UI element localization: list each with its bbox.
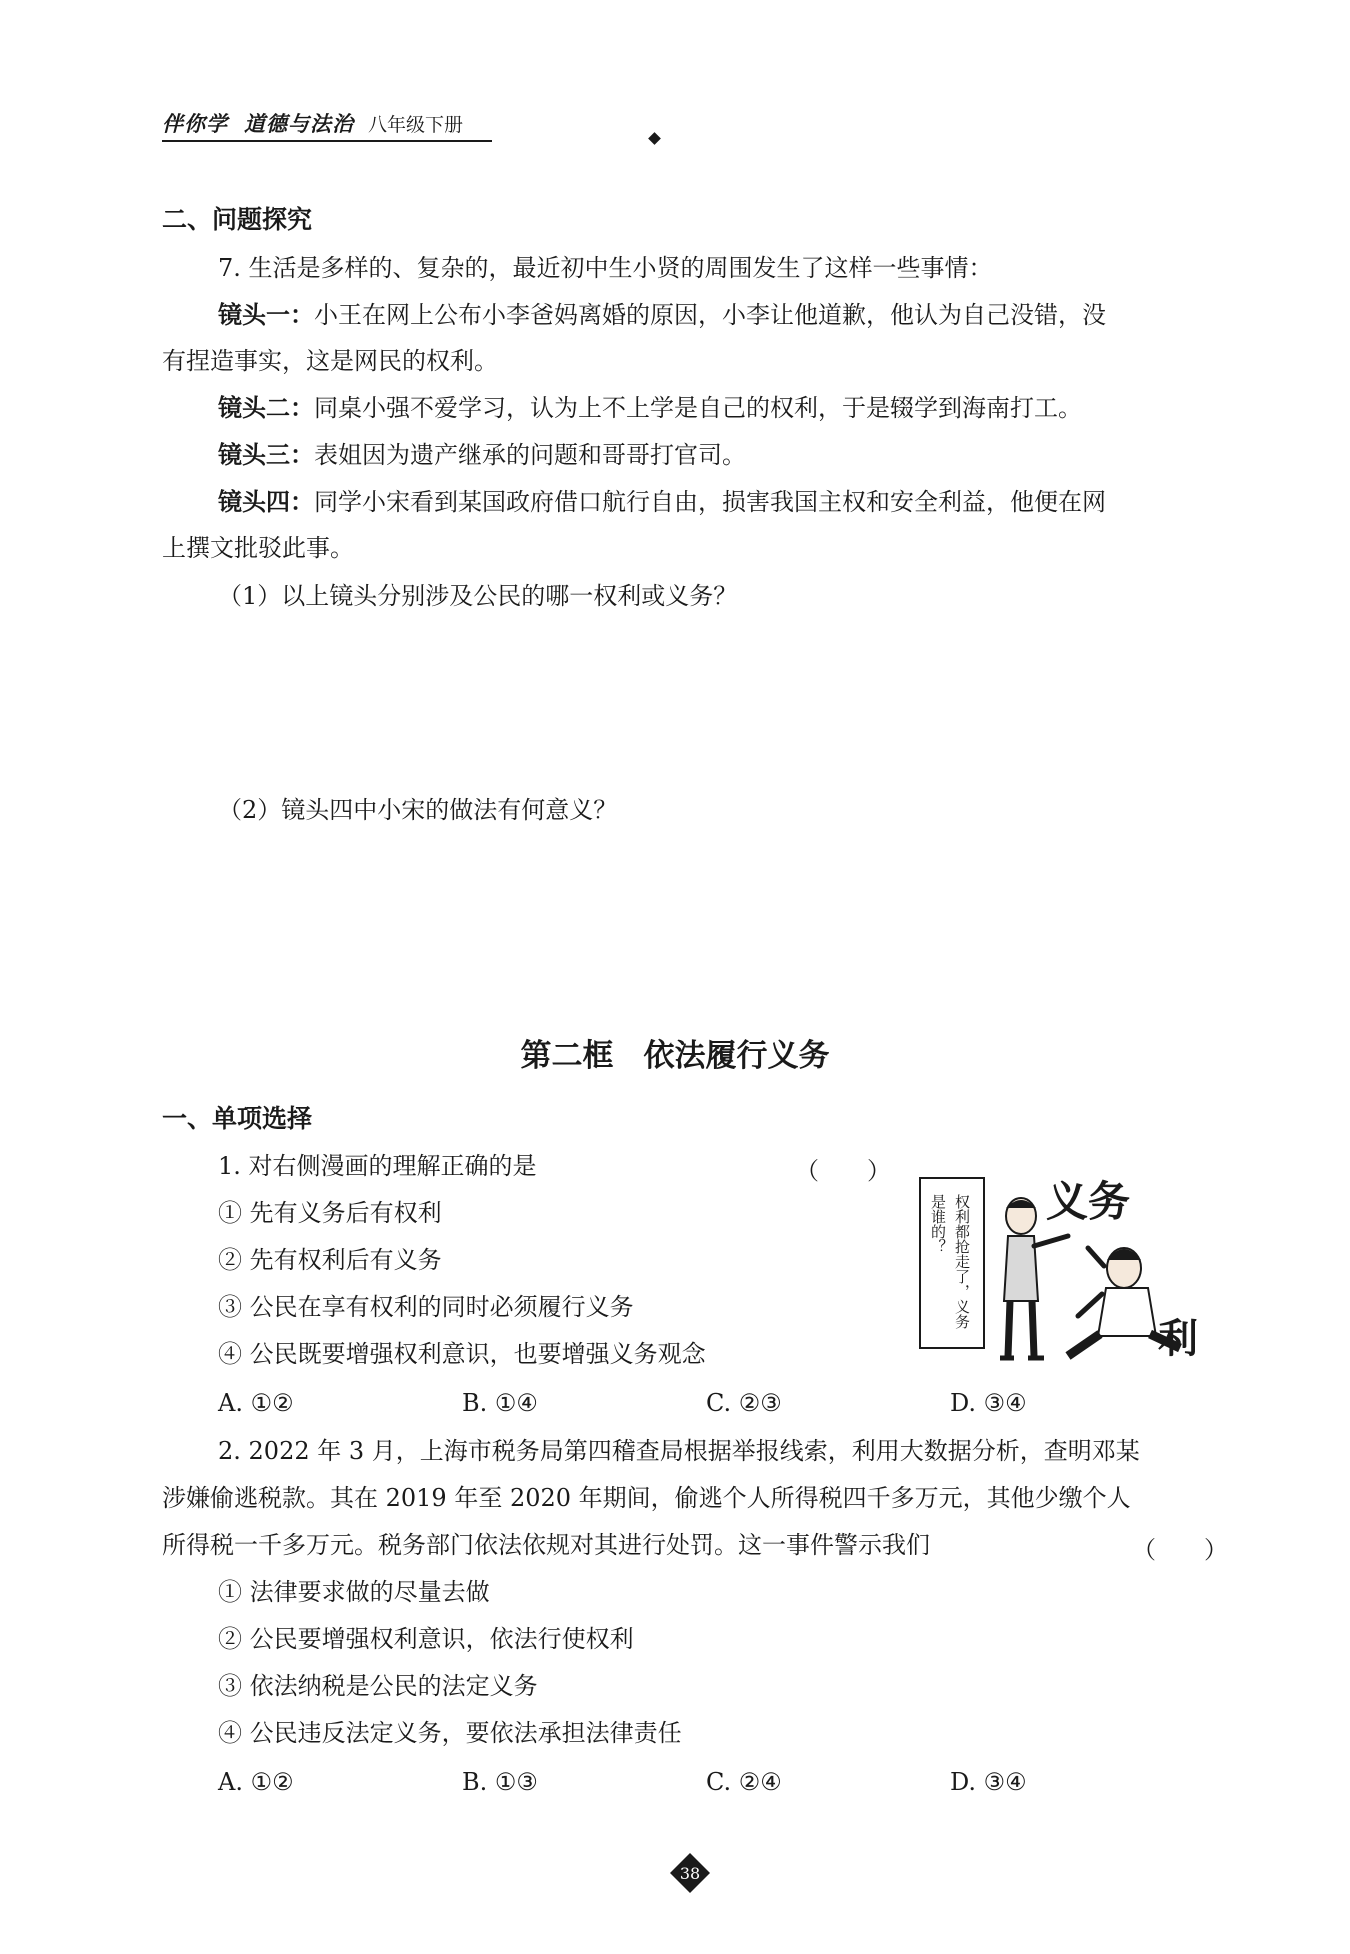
scene2-text: 同桌小强不爱学习，认为上不上学是自己的权利，于是辍学到海南打工。 bbox=[314, 394, 1082, 422]
header-rule bbox=[162, 140, 492, 142]
q2-stem-a: 2. 2022 年 3 月，上海市税务局第四稽查局根据举报线索，利用大数据分析，查明邓某 bbox=[218, 1437, 1140, 1465]
q2-answer-blank: （ ） bbox=[1132, 1536, 1228, 1564]
lesson-title-part1: 第二框 bbox=[520, 1038, 614, 1074]
scene3-line bbox=[218, 440, 746, 470]
q7-sub1: （1）以上镜头分别涉及公民的哪一权利或义务？ bbox=[218, 582, 738, 610]
section-heading-explore: 二、问题探究 bbox=[162, 205, 313, 234]
page-header bbox=[162, 108, 502, 138]
q2-choice-a: A. ①② bbox=[218, 1768, 294, 1796]
q1-answer-blank: （ ） bbox=[795, 1157, 891, 1185]
q1-stem: 1. 对右侧漫画的理解正确的是 bbox=[218, 1152, 537, 1180]
scene1-text-a: 小王在网上公布小李爸妈离婚的原因，小李让他道歉，他认为自己没错，没 bbox=[314, 301, 1106, 329]
q2-option-1: ① 法律要求做的尽量去做 bbox=[218, 1578, 490, 1606]
q2-option-2: ② 公民要增强权利意识，依法行使权利 bbox=[218, 1625, 634, 1653]
q2-choice-c: C. ②④ bbox=[706, 1768, 782, 1796]
header-subject: 道德与法治 bbox=[244, 112, 354, 136]
q2-choice-b: B. ①③ bbox=[462, 1768, 538, 1796]
q2-stem-b: 涉嫌偷逃税款。其在 2019 年至 2020 年期间，偷逃个人所得税四千多万元，其他少缴个人 bbox=[162, 1484, 1131, 1512]
q1-choice-d: D. ③④ bbox=[950, 1389, 1027, 1417]
scene4-text-b: 上撰文批驳此事。 bbox=[162, 534, 354, 562]
q7-sub2: （2）镜头四中小宋的做法有何意义？ bbox=[218, 796, 618, 824]
scene4-line-a bbox=[218, 487, 1106, 517]
lesson-title bbox=[0, 1030, 1350, 1075]
section-heading-choice: 一、单项选择 bbox=[162, 1104, 313, 1133]
lesson-title-part2: 依法履行义务 bbox=[643, 1038, 830, 1074]
q1-option-2: ② 先有权利后有义务 bbox=[218, 1246, 442, 1274]
q2-stem-c: 所得税一千多万元。税务部门依法依规对其进行处罚。这一事件警示我们 bbox=[162, 1531, 930, 1559]
cartoon-word-duty: 义务 bbox=[1046, 1177, 1131, 1226]
scene1-line-a bbox=[218, 300, 1106, 330]
scene4-text-a: 同学小宋看到某国政府借口航行自由，损害我国主权和安全利益，他便在网 bbox=[314, 488, 1106, 516]
page-number-badge bbox=[669, 1852, 711, 1894]
q1-option-1: ① 先有义务后有权利 bbox=[218, 1199, 442, 1227]
scene1-text-b: 有捏造事实，这是网民的权利。 bbox=[162, 347, 498, 375]
q2-option-4: ④ 公民违反法定义务，要依法承担法律责任 bbox=[218, 1719, 682, 1747]
q1-option-3: ③ 公民在享有权利的同时必须履行义务 bbox=[218, 1293, 634, 1321]
q1-choice-c: C. ②③ bbox=[706, 1389, 782, 1417]
scene4-label: 镜头四： bbox=[218, 488, 314, 516]
q2-choice-d: D. ③④ bbox=[950, 1768, 1027, 1796]
header-diamond-icon bbox=[648, 132, 661, 145]
scene1-label: 镜头一： bbox=[218, 301, 314, 329]
q1-option-4: ④ 公民既要增强权利意识，也要增强义务观念 bbox=[218, 1340, 706, 1368]
header-grade: 八年级下册 bbox=[368, 114, 464, 136]
scene3-label: 镜头三： bbox=[218, 441, 314, 469]
q1-choice-a: A. ①② bbox=[218, 1389, 294, 1417]
scene2-line bbox=[218, 393, 1082, 423]
scene3-text: 表姐因为遗产继承的问题和哥哥打官司。 bbox=[314, 441, 746, 469]
cartoon-word-rights: 利 bbox=[1158, 1316, 1198, 1362]
q2-option-3: ③ 依法纳税是公民的法定义务 bbox=[218, 1672, 538, 1700]
header-brand: 伴你学 bbox=[162, 112, 228, 136]
rights-duties-cartoon bbox=[918, 1166, 1218, 1366]
cartoon-speech-col2: 是谁的？ bbox=[929, 1194, 947, 1254]
q1-choice-b: B. ①④ bbox=[462, 1389, 538, 1417]
scene2-label: 镜头二： bbox=[218, 394, 314, 422]
q7-stem: 7. 生活是多样的、复杂的，最近初中生小贤的周围发生了这样一些事情： bbox=[218, 254, 993, 282]
page-number: 38 bbox=[679, 1864, 701, 1883]
cartoon-speech-col1: 权利都抢走了，义务 bbox=[953, 1194, 971, 1329]
